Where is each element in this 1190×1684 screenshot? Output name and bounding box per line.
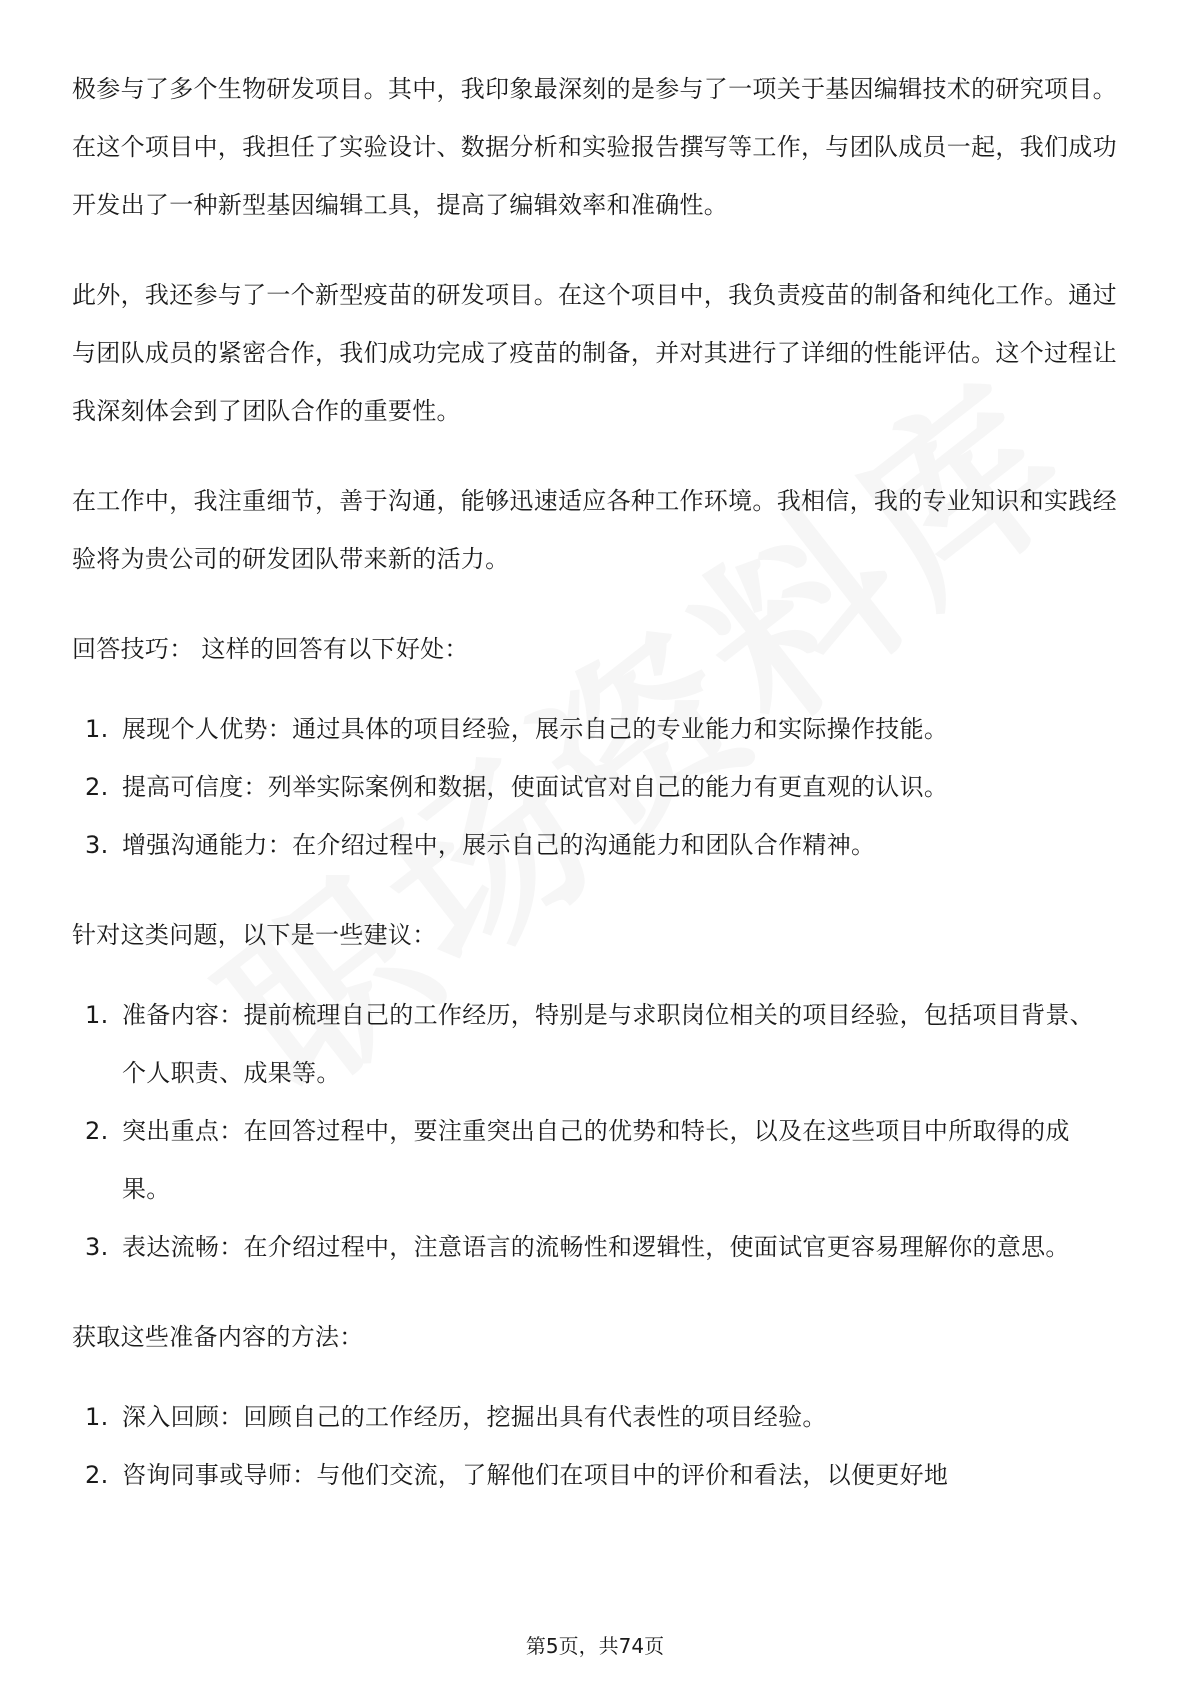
list-number: 1. bbox=[85, 715, 109, 743]
list-item bbox=[72, 986, 1118, 1102]
list-text: 准备内容：提前梳理自己的工作经历，特别是与求职岗位相关的项目经验，包括项目背景、个人职责、成果等。 bbox=[122, 1001, 1094, 1087]
list-item bbox=[72, 1102, 1118, 1218]
document-page bbox=[72, 60, 1118, 1536]
list-number: 1. bbox=[85, 1001, 109, 1029]
list-item bbox=[72, 1388, 1118, 1446]
list-text: 深入回顾：回顾自己的工作经历，挖掘出具有代表性的项目经验。 bbox=[122, 1403, 827, 1431]
list-number: 2. bbox=[85, 1117, 109, 1145]
list-number: 3. bbox=[85, 1233, 109, 1261]
paragraph-work-style: 在工作中，我注重细节，善于沟通，能够迅速适应各种工作环境。我相信，我的专业知识和实践经验将为贵公司的研发团队带来新的活力。 bbox=[72, 487, 1117, 573]
methods-heading: 获取这些准备内容的方法： bbox=[72, 1323, 364, 1351]
list-text: 突出重点：在回答过程中，要注重突出自己的优势和特长，以及在这些项目中所取得的成果。 bbox=[122, 1117, 1070, 1203]
suggestions-heading: 针对这类问题，以下是一些建议： bbox=[72, 921, 437, 949]
list-text: 展现个人优势：通过具体的项目经验，展示自己的专业能力和实际操作技能。 bbox=[122, 715, 949, 743]
suggestions-list bbox=[72, 986, 1118, 1276]
list-item bbox=[72, 758, 1118, 816]
list-item bbox=[72, 1218, 1118, 1276]
answer-tips-heading: 回答技巧： 这样的回答有以下好处： bbox=[72, 635, 469, 663]
list-number: 2. bbox=[85, 773, 109, 801]
paragraph-gene-editing: 极参与了多个生物研发项目。其中，我印象最深刻的是参与了一项关于基因编辑技术的研究项目。在这个项目中，我担任了实验设计、数据分析和实验报告撰写等工作，与团队成员一起，我们成功开发出了一种新型基因编辑工具，提高了编辑效率和准确性。 bbox=[72, 75, 1117, 219]
page-number: 第5页，共74页 bbox=[525, 1634, 665, 1658]
list-number: 1. bbox=[85, 1403, 109, 1431]
list-item bbox=[72, 816, 1118, 874]
list-item bbox=[72, 1446, 1118, 1504]
list-text: 咨询同事或导师：与他们交流，了解他们在项目中的评价和看法，以便更好地 bbox=[122, 1461, 949, 1489]
paragraph-vaccine: 此外，我还参与了一个新型疫苗的研发项目。在这个项目中，我负责疫苗的制备和纯化工作。通过与团队成员的紧密合作，我们成功完成了疫苗的制备，并对其进行了详细的性能评估。这个过程让我深刻体会到了团队合作的重要性。 bbox=[72, 281, 1117, 425]
list-text: 提高可信度：列举实际案例和数据，使面试官对自己的能力有更直观的认识。 bbox=[122, 773, 949, 801]
answer-tips-list bbox=[72, 700, 1118, 874]
list-text: 增强沟通能力：在介绍过程中，展示自己的沟通能力和团队合作精神。 bbox=[122, 831, 876, 859]
list-text: 表达流畅：在介绍过程中，注意语言的流畅性和逻辑性，使面试官更容易理解你的意思。 bbox=[122, 1233, 1070, 1261]
list-item bbox=[72, 700, 1118, 758]
list-number: 3. bbox=[85, 831, 109, 859]
methods-list bbox=[72, 1388, 1118, 1504]
list-number: 2. bbox=[85, 1461, 109, 1489]
